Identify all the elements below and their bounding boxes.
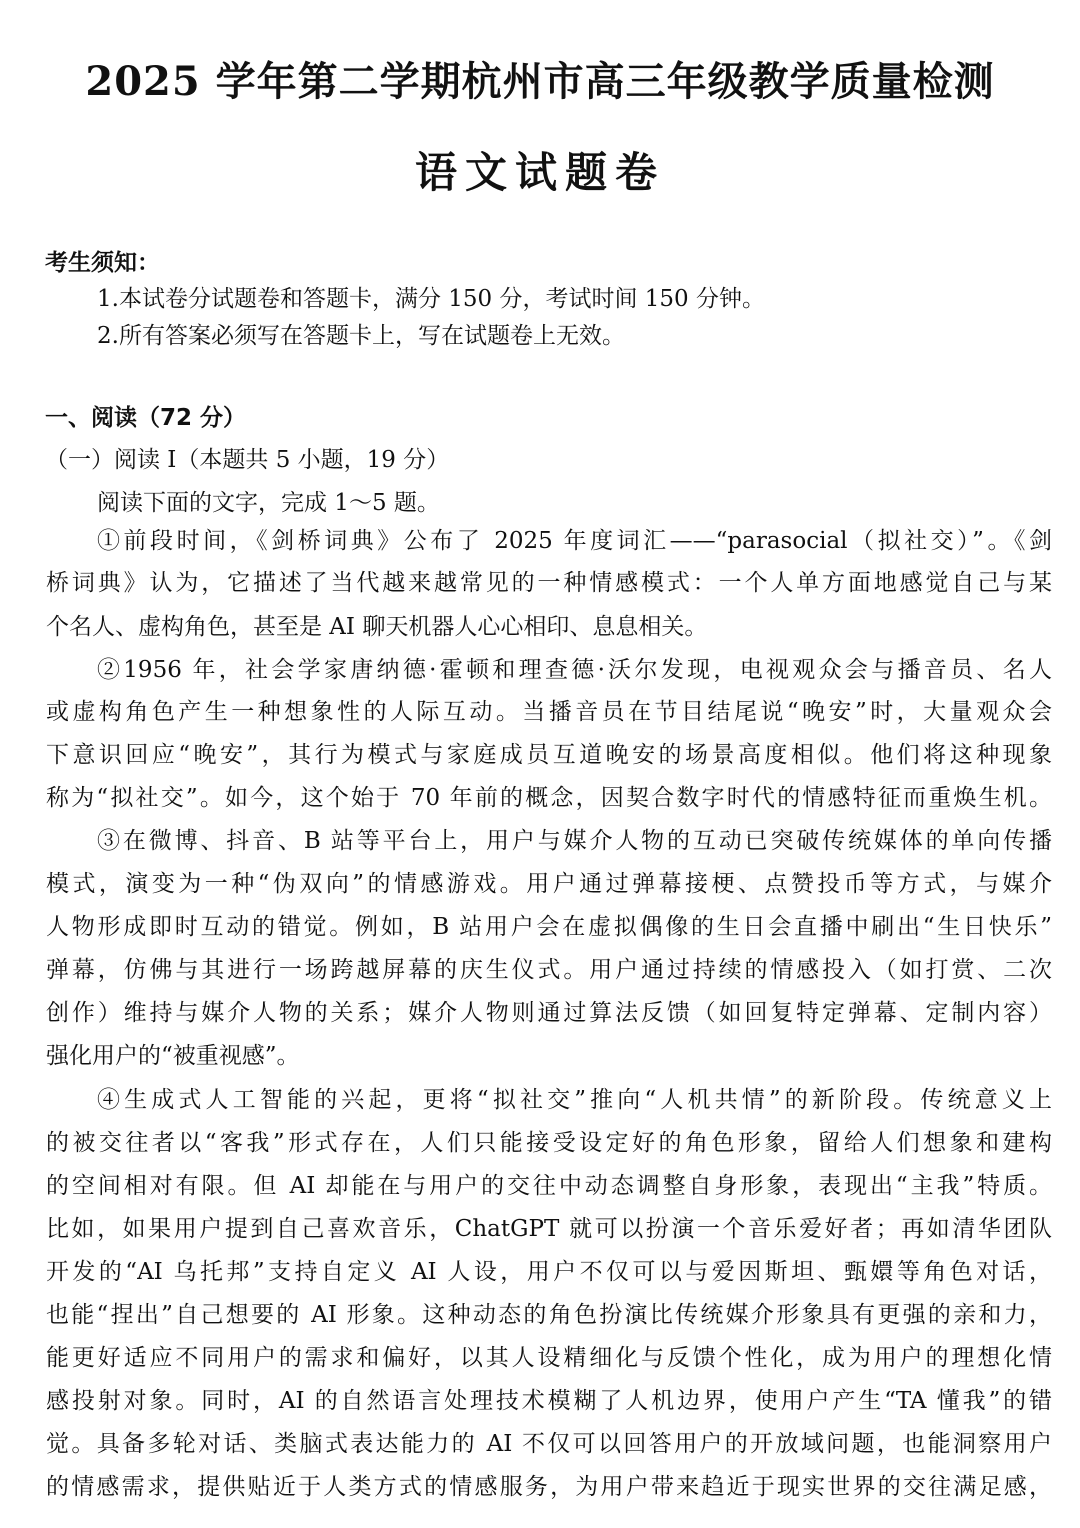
- reading-instruction: 阅读下面的文字，完成 1～5 题。: [97, 490, 440, 516]
- notice-heading: 考生须知：: [45, 250, 160, 276]
- passage-line: 弹幕，仿佛与其进行一场跨越屏幕的庆生仪式。用户通过持续的情感投入（如打赏、二次: [46, 957, 1052, 983]
- passage-line: 能更好适应不同用户的需求和偏好，以其人设精细化与反馈个性化，成为用户的理想化情: [46, 1345, 1052, 1371]
- passage-line: 的被交往者以“客我”形式存在，人们只能接受设定好的角色形象，留给人们想象和建构: [46, 1130, 1052, 1156]
- passage-line: ③在微博、抖音、B 站等平台上，用户与媒介人物的互动已突破传统媒体的单向传播: [97, 828, 1052, 854]
- passage-line: 创作）维持与媒介人物的关系；媒介人物则通过算法反馈（如回复特定弹幕、定制内容）: [46, 1000, 1052, 1026]
- passage-line: 觉。具备多轮对话、类脑式表达能力的 AI 不仅可以回答用户的开放域问题，也能洞察用户: [46, 1431, 1052, 1457]
- notice-item: 1.本试卷分试题卷和答题卡，满分 150 分，考试时间 150 分钟。: [97, 286, 765, 312]
- passage-line: 或虚构角色产生一种想象性的人际互动。当播音员在节目结尾说“晚安”时，大量观众会: [46, 699, 1052, 725]
- passage-line: 也能“捏出”自己想要的 AI 形象。这种动态的角色扮演比传统媒介形象具有更强的亲和力，: [46, 1302, 1052, 1328]
- passage-line: 的空间相对有限。但 AI 却能在与用户的交往中动态调整自身形象，表现出“主我”特质。: [46, 1173, 1052, 1199]
- passage-line: 人物形成即时互动的错觉。例如，B 站用户会在虚拟偶像的生日会直播中刷出“生日快乐”: [46, 914, 1052, 940]
- passage-line: ④生成式人工智能的兴起，更将“拟社交”推向“人机共情”的新阶段。传统意义上: [97, 1087, 1052, 1113]
- passage-line: 模式，演变为一种“伪双向”的情感游戏。用户通过弹幕接梗、点赞投币等方式，与媒介: [46, 871, 1052, 897]
- passage-line: ②1956 年，社会学家唐纳德·霍顿和理查德·沃尔发现，电视观众会与播音员、名人: [97, 657, 1052, 683]
- exam-subtitle: 语文试题卷: [414, 148, 665, 197]
- passage-line: 开发的“AI 乌托邦”支持自定义 AI 人设，用户不仅可以与爱因斯坦、甄嬛等角色对话，: [46, 1259, 1052, 1285]
- exam-title: 2025 学年第二学期杭州市高三年级教学质量检测: [85, 58, 995, 105]
- passage-line: 称为“拟社交”。如今，这个始于 70 年前的概念，因契合数字时代的情感特征而重焕生机。: [46, 785, 1052, 811]
- passage-line: 的情感需求，提供贴近于人类方式的情感服务，为用户带来趋近于现实世界的交往满足感，: [46, 1474, 1052, 1500]
- passage-line: 感投射对象。同时，AI 的自然语言处理技术模糊了人机边界，使用户产生“TA 懂我”的错: [46, 1388, 1052, 1414]
- passage-line: 比如，如果用户提到自己喜欢音乐，ChatGPT 就可以扮演一个音乐爱好者；再如清华团队: [46, 1216, 1052, 1242]
- passage-line: 个名人、虚构角色，甚至是 AI 聊天机器人心心相印、息息相关。: [46, 614, 708, 640]
- passage-line: 强化用户的“被重视感”。: [46, 1043, 300, 1069]
- section-heading: 一、阅读（72 分）: [45, 405, 247, 431]
- notice-item: 2.所有答案必须写在答题卡上，写在试题卷上无效。: [97, 323, 625, 349]
- passage-line: ①前段时间，《剑桥词典》公布了 2025 年度词汇——“parasocial（拟社交）”。《剑: [97, 528, 1052, 554]
- passage-line: 桥词典》认为，它描述了当代越来越常见的一种情感模式：一个人单方面地感觉自己与某: [46, 570, 1052, 596]
- passage-line: 下意识回应“晚安”，其行为模式与家庭成员互道晚安的场景高度相似。他们将这种现象: [46, 742, 1052, 768]
- reading-subheading: （一）阅读 I（本题共 5 小题，19 分）: [45, 447, 450, 473]
